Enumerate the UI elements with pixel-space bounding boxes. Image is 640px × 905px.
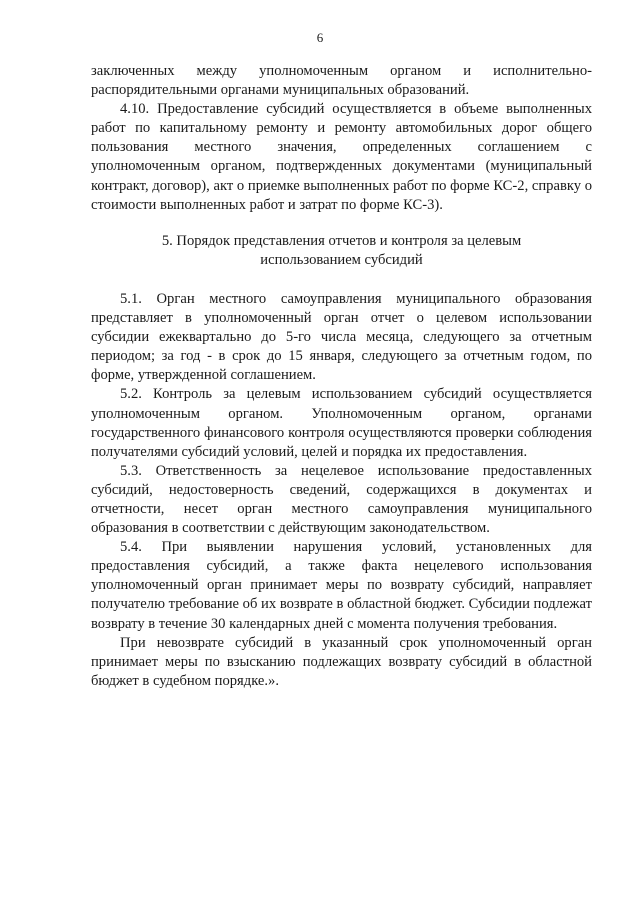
- paragraph-5-3: 5.3. Ответственность за нецелевое использование предоставленных субсидий, недостоверность сведений, содержащихся в документах и отчетности, несет орган местного самоуправления муниципального образования в соответствии с действующим законодательством.: [91, 462, 592, 537]
- paragraph-5-4: 5.4. При выявлении нарушения условий, установленных для предоставления субсидий, а также факта нецелевого использования уполномоченный орган принимает меры по возврату субсидий, направляет получателю требование об их возврате в областной бюджет. Субсидии подлежат возврату в течение 30 календарных дней с момента получения требования.: [91, 539, 592, 632]
- paragraph-final: При невозврате субсидий в указанный срок уполномоченный орган принимает меры по взысканию подлежащих возврату субсидий в областной бюджет в судебном порядке.».: [91, 634, 592, 689]
- paragraph-continuation: заключенных между уполномоченным органом и исполнительно-распорядительными органами муниципальных образований.: [91, 63, 592, 99]
- page-number: 6: [316, 30, 324, 45]
- section-5-heading-line-1: 5. Порядок представления отчетов и контроля за целевым: [161, 232, 522, 249]
- paragraph-4-10: 4.10. Предоставление субсидий осуществляется в объеме выполненных работ по капитальному ремонту и ремонту автомобильных дорог общего пользования местного значения, определенных соглашением с уполномоченным органом, подтвержденных документами (муниципальный контракт, договор), акт о приемке выполненных работ по форме КС-2, справку о стоимости выполненных работ и затрат по форме КС-3).: [91, 101, 592, 213]
- paragraph-5-1: 5.1. Орган местного самоуправления муниципального образования представляет в уполномоченный орган отчет о целевом использовании субсидии ежеквартально до 5-го числа месяца, следующего за отчетным периодом; за год - в срок до 15 января, следующего за отчетным годом, по форме, утвержденной соглашением.: [91, 290, 592, 384]
- section-5-heading: [91, 232, 592, 270]
- paragraph-5-2: 5.2. Контроль за целевым использованием субсидий осуществляется уполномоченным органом. Уполномоченным органом, органами государственного финансового контроля осуществляются проверки соблюдения получателями субсидий условий, целей и порядка их предоставления.: [91, 386, 592, 460]
- section-5-heading-line-2: использованием субсидий: [260, 251, 423, 268]
- document-body: [91, 62, 592, 691]
